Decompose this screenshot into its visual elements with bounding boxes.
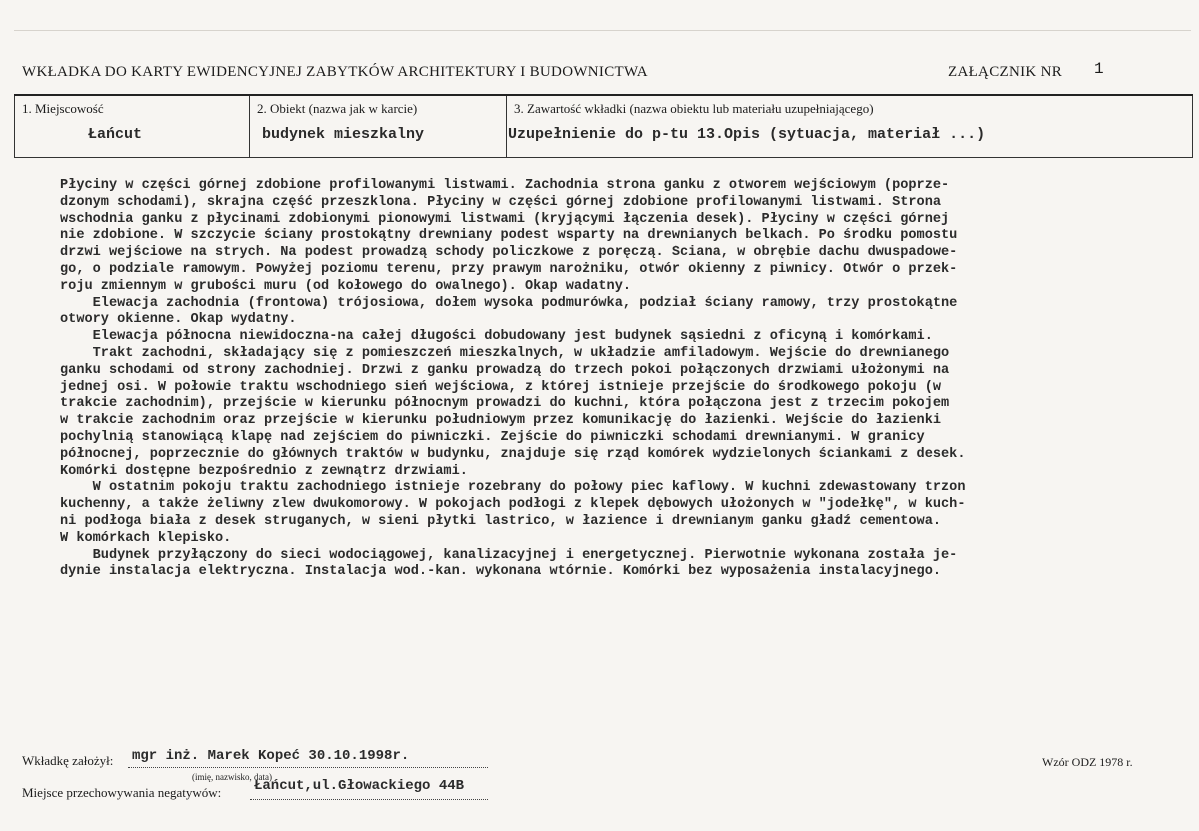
author-dotted-line: [128, 767, 488, 768]
annex-label: ZAŁĄCZNIK NR: [948, 64, 1063, 80]
locality-value: Łańcut: [88, 126, 143, 143]
locality-label: 1. Miejscowość: [22, 101, 104, 116]
body-line: W ostatnim pokoju traktu zachodniego istnieje rozebrany do połowy piec kaflowy. W kuchni zdewastowany trzon: [60, 480, 966, 496]
page-edge-line: [14, 30, 1191, 31]
author-value: mgr inż. Marek Kopeć 30.10.1998r.: [132, 748, 410, 764]
form-reference: Wzór ODZ 1978 r.: [1042, 755, 1133, 769]
table-left-border: [14, 96, 15, 157]
body-line: ganku schodami od strony zachodniej. Drzwi z ganku prowadzą do trzech pokoi połączonych drzwiami ułożonymi na: [60, 362, 950, 378]
storage-value: Łańcut,ul.Głowackiego 44B: [254, 778, 465, 794]
body-line: Budynek przyłączony do sieci wodociągowej, kanalizacyjnej i energetycznej. Pierwotnie wykonana została je-: [60, 547, 958, 563]
table-bottom-rule: [14, 157, 1193, 158]
body-line: nie zdobione. W szczycie ściany prostokątny drewniany podest wsparty na drewnianych belkach. Po środku pomostu: [60, 228, 958, 244]
description-body: [60, 178, 1190, 581]
annex-number: 1: [1094, 60, 1104, 78]
body-line: Elewacja zachodnia (frontowa) trójosiowa, dołem wysoka podmurówka, podział ściany ramowy, trzy prostokątne: [60, 295, 958, 311]
storage-label: Miejsce przechowywania negatywów:: [22, 785, 222, 800]
body-line: w trakcie zachodnim oraz przejście w kierunku południowym przez komunikację do łazienki. Wejście do łazienki: [60, 413, 942, 429]
body-line: Trakt zachodni, składający się z pomieszczeń mieszkalnych, w układzie amfiladowym. Wejście do drewnianego: [60, 345, 950, 361]
body-line: Płyciny w części górnej zdobione profilowanymi listwami. Zachodnia strona ganku z otworem wejściowym (poprze-: [60, 178, 950, 193]
author-label: Wkładkę założył:: [22, 753, 114, 768]
table-divider-1: [249, 96, 250, 157]
body-line: wschodnia ganku z płycinami zdobionymi pionowymi listwami (kryjącymi łączenia desek). Płyciny w części górnej: [60, 211, 950, 227]
body-line: go, o podziale ramowym. Powyżej poziomu terenu, przy prawym narożniku, otwór okienny z piwnicy. Otwór o przek-: [60, 261, 958, 277]
body-line: trakcie zachodnim), przejście w kierunku północnym prowadzi do kuchni, która połączona jest z trzecim pokojem: [60, 396, 950, 412]
body-line: roju zmiennym w grubości muru (od kołowego do owalnego). Okap wadatny.: [60, 278, 632, 294]
body-line: W komórkach klepisko.: [60, 530, 232, 546]
content-label: 3. Zawartość wkładki (nazwa obiektu lub materiału uzupełniającego): [514, 101, 874, 116]
author-hint: (imię, nazwisko, data): [192, 772, 272, 782]
content-value: Uzupełnienie do p-tu 13.Opis (sytuacja, materiał ...): [508, 126, 986, 143]
table-divider-2: [506, 96, 507, 157]
body-line: jednej osi. W połowie traktu wschodniego sień wejściowa, z której istnieje przejście do środkowego pokoju (w: [60, 379, 942, 395]
storage-dotted-line: [250, 799, 488, 800]
table-top-rule: [14, 94, 1193, 96]
table-right-border: [1192, 96, 1193, 157]
body-line: Elewacja północna niewidoczna-na całej długości dobudowany jest budynek sąsiedni z oficyną i komórkami.: [60, 329, 933, 345]
object-value: budynek mieszkalny: [262, 126, 425, 143]
object-label: 2. Obiekt (nazwa jak w karcie): [257, 101, 418, 116]
body-line: pochylnią stanowiącą klapę nad zejściem do piwniczki. Zejście do piwniczki schodami drewnianymi. W granicy: [60, 429, 925, 445]
body-line: ni podłoga biała z desek struganych, w sieni płytki lastrico, w łazience i drewnianym ganku gładź cementowa.: [60, 513, 942, 529]
body-line: dynie instalacja elektryczna. Instalacja wod.-kan. wykonana wtórnie. Komórki bez wyposażenia instalacyjnego.: [60, 564, 942, 580]
body-line: kuchenny, a także żeliwny zlew dwukomorowy. W pokojach podłogi z klepek dębowych ułożonych w "jodełkę", w kuch-: [60, 497, 966, 513]
body-line: północnej, poprzecznie do głównych traktów w budynku, znajduje się rząd komórek wydzielonych ściankami z desek.: [60, 446, 966, 462]
form-title: WKŁADKA DO KARTY EWIDENCYJNEJ ZABYTKÓW ARCHITEKTURY I BUDOWNICTWA: [22, 64, 648, 80]
body-line: otwory okienne. Okap wydatny.: [60, 312, 297, 328]
body-line: drzwi wejściowe na strych. Na podest prowadzą schody policzkowe z poręczą. Ściana, w obrębie dachu dwuspadowe-: [60, 245, 958, 261]
body-line: Komórki dostępne bezpośrednio z zewnątrz drzwiami.: [60, 463, 468, 479]
body-line: dzonym schodami), skrajna część przeszklona. Płyciny w części górnej zdobione profilowanymi listwami. Strona: [60, 194, 942, 210]
